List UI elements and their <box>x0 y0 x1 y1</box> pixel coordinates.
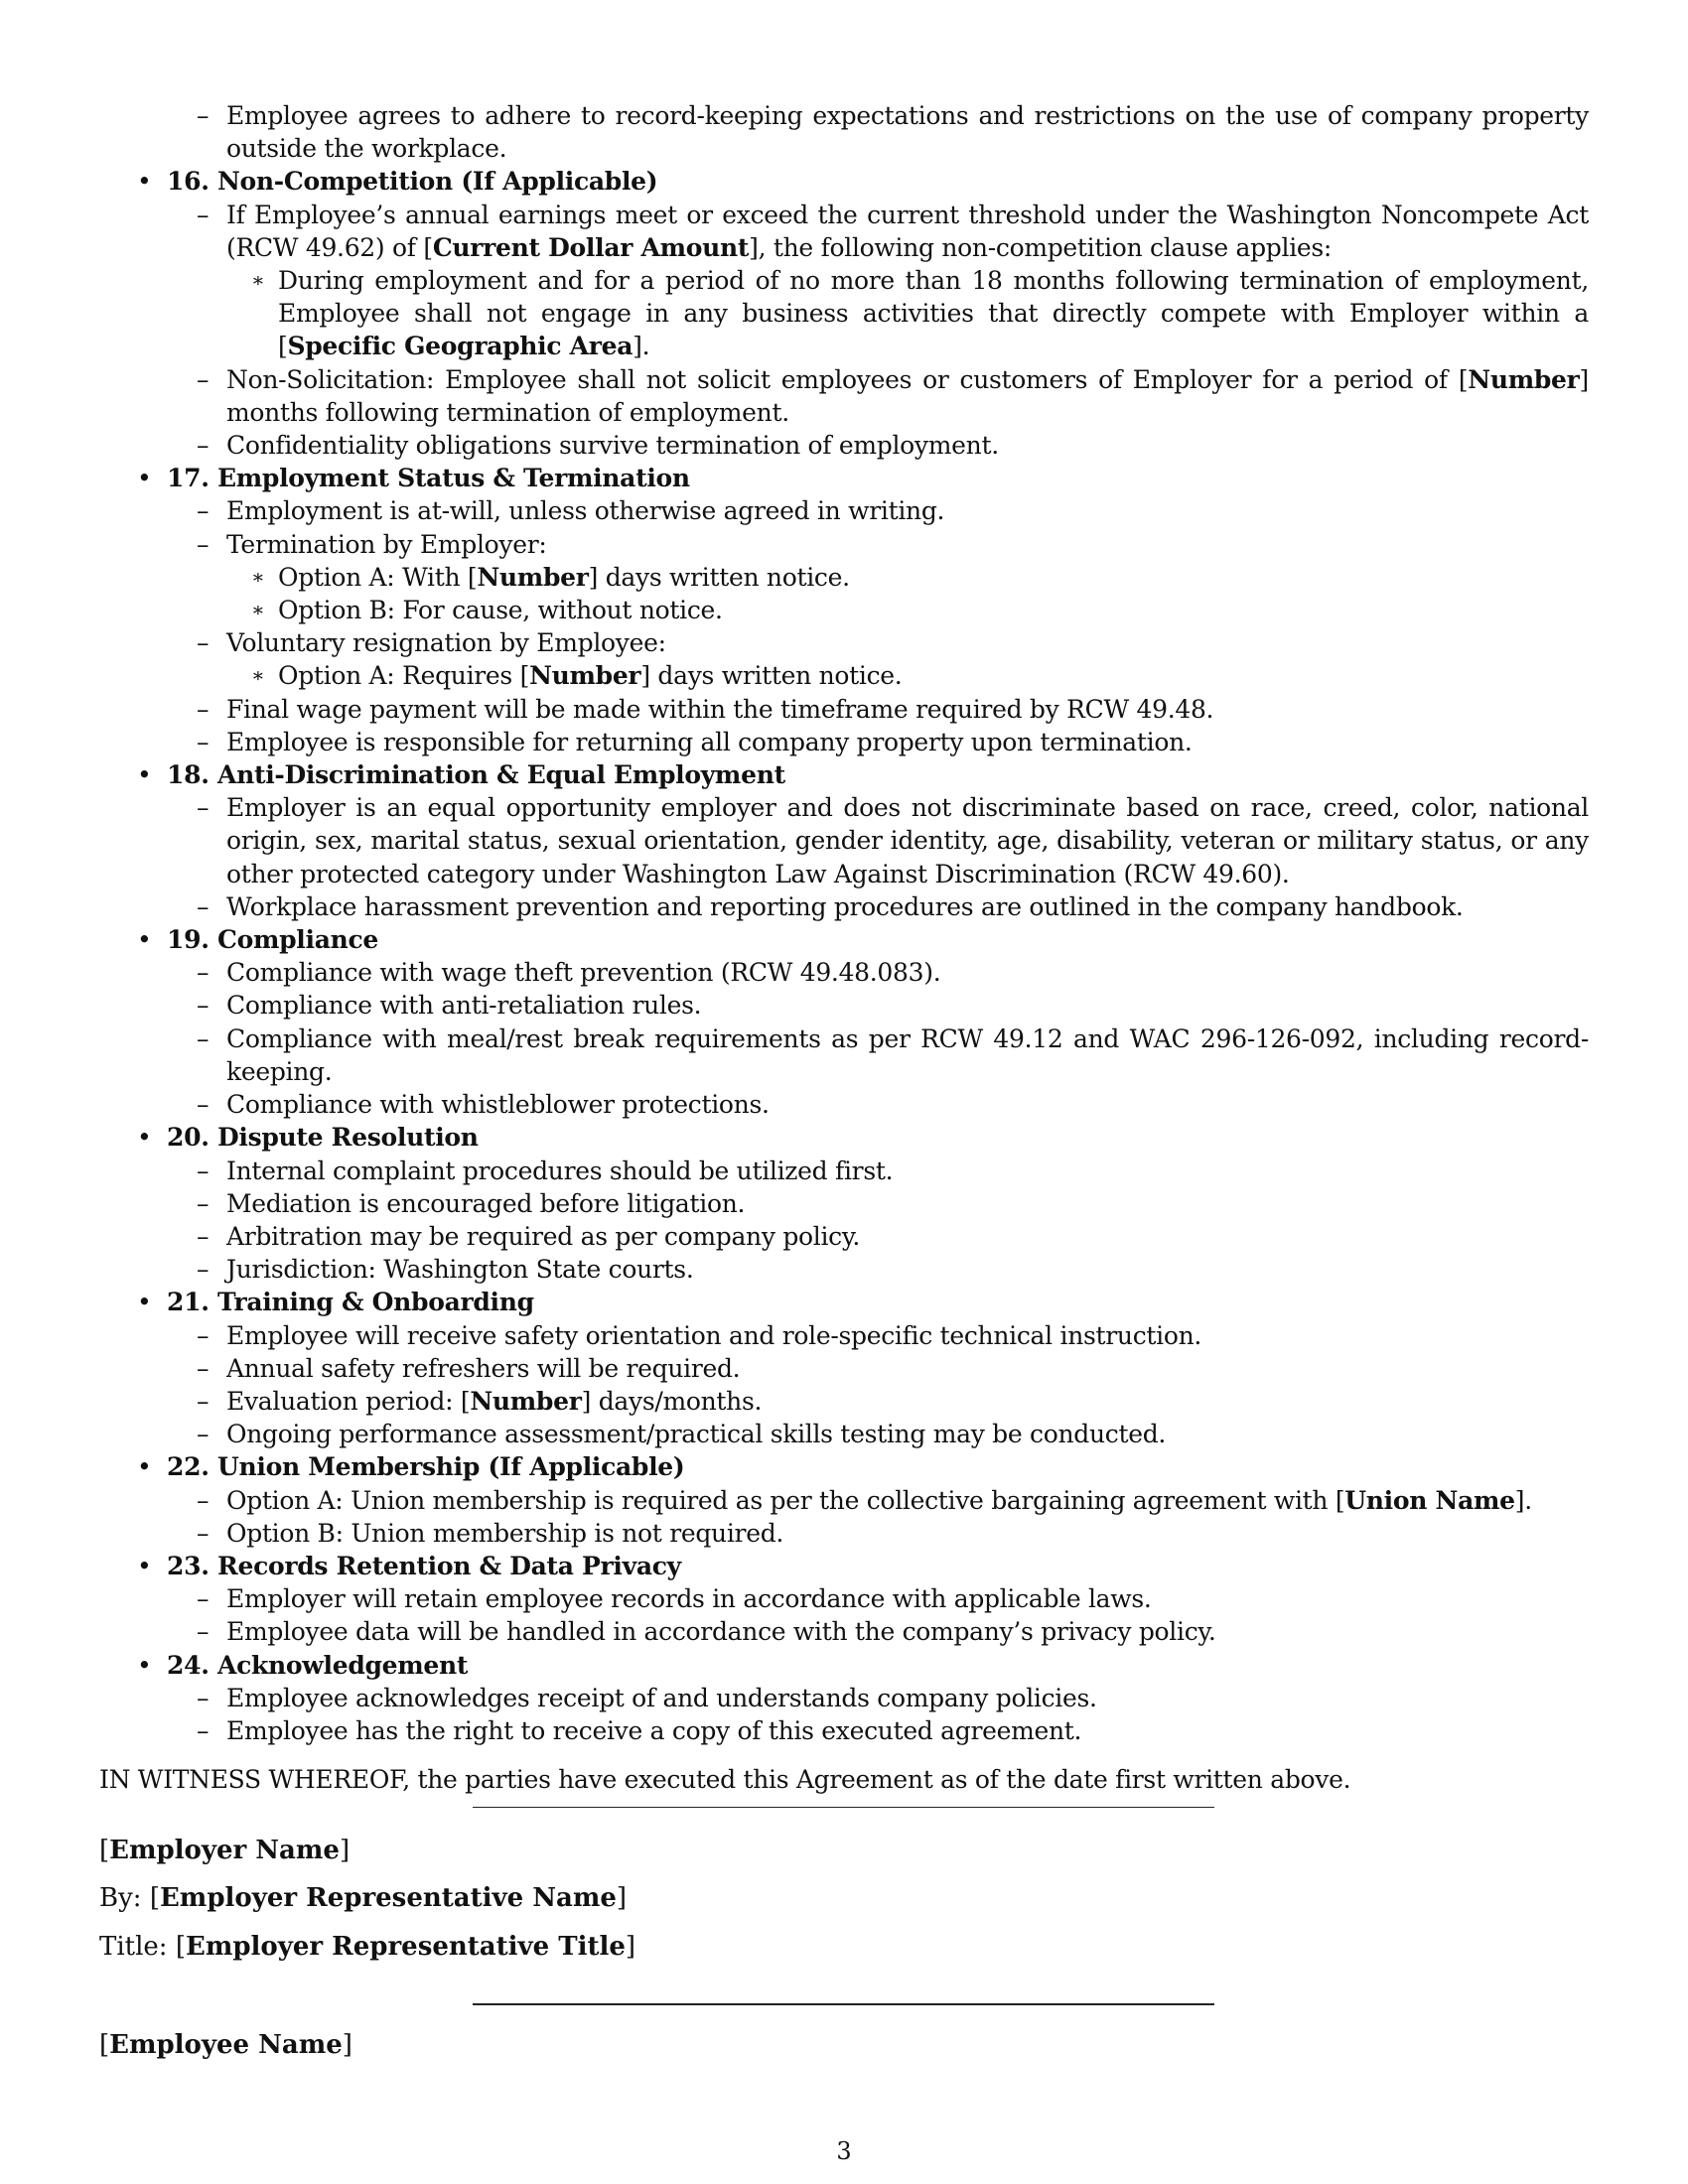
list-item: – Voluntary resignation by Employee: <box>197 628 666 658</box>
list-item: – Workplace harassment prevention and reporting procedures are outlined in the company handbook. <box>197 891 1464 921</box>
bullet-marker: • <box>137 167 152 197</box>
employer-representative-title: Title: [Employer Representative Title] <box>99 1932 636 1962</box>
list-item: – Jurisdiction: Washington State courts. <box>197 1255 694 1285</box>
list-item: – Confidentiality obligations survive termination of employment. <box>197 431 999 461</box>
list-item: – Employee data will be handled in accordance with the company’s privacy policy. <box>197 1617 1216 1647</box>
list-item: – Compliance with anti-retaliation rules. <box>197 991 702 1021</box>
sub-list-item: ∗ Option A: With [Number] days written notice. <box>251 562 850 592</box>
section-21-heading: • 21. Training & Onboarding <box>137 1288 534 1317</box>
employee-name: [Employee Name] <box>99 2030 352 2060</box>
section-18-heading: • 18. Anti-Discrimination & Equal Employment <box>137 760 785 790</box>
list-item: – Mediation is encouraged before litigation. <box>197 1188 746 1218</box>
agreement-body <box>99 99 1589 1796</box>
section-19-heading: • 19. Compliance <box>137 925 378 955</box>
list-item: – Final wage payment will be made within the timeframe required by RCW 49.48. <box>197 694 1214 724</box>
section-24-heading: • 24. Acknowledgement <box>137 1650 469 1680</box>
list-item: – Termination by Employer: <box>197 529 547 559</box>
section-23-heading: • 23. Records Retention & Data Privacy <box>137 1551 681 1580</box>
page-number: 3 <box>836 2137 852 2165</box>
employer-representative-name: By: [Employer Representative Name] <box>99 1883 628 1913</box>
sub-list-item: ∗ Option A: Requires [Number] days written notice. <box>251 661 903 691</box>
employer-name: [Employer Name] <box>99 1836 351 1865</box>
list-item: – Annual safety refreshers will be required. <box>197 1353 741 1383</box>
list-item: – Compliance with meal/rest break requirements as per RCW 49.12 and WAC 296-126-092, including record-keeping. <box>197 1024 1589 1086</box>
section-22-heading: • 22. Union Membership (If Applicable) <box>137 1452 685 1482</box>
list-item: – Employee will receive safety orientation and role-specific technical instruction. <box>197 1320 1202 1350</box>
section-20-heading: • 20. Dispute Resolution <box>137 1123 479 1153</box>
dash-marker: – <box>197 101 210 130</box>
list-item: – Employer will retain employee records in accordance with applicable laws. <box>197 1584 1152 1614</box>
witness-clause: IN WITNESS WHEREOF, the parties have executed this Agreement as of the date first written above. <box>99 1765 1351 1795</box>
list-item: – Employment is at-will, unless otherwise agreed in writing. <box>197 496 945 526</box>
list-item: – Ongoing performance assessment/practical skills testing may be conducted. <box>197 1420 1167 1449</box>
list-item: – Employer is an equal opportunity employer and does not discriminate based on race, creed, color, national origin, sex, marital status, sexual orientation, gender identity, age, disability, veteran or military status, or any other protected category under Washington Law Against Discrimination (RCW 49.60). <box>197 793 1589 888</box>
section-16-heading: • 16. Non-Competition (If Applicable) <box>99 165 1589 198</box>
list-item: – Non-Solicitation: Employee shall not solicit employees or customers of Employer for a period of [Number] months following termination of employment. <box>197 364 1589 427</box>
sub-list-item: ∗ Option B: For cause, without notice. <box>251 596 723 625</box>
employer-signature-line <box>473 1807 1214 1808</box>
list-item: – Option B: Union membership is not required. <box>197 1518 784 1548</box>
section-17-heading: • 17. Employment Status & Termination <box>137 464 690 493</box>
list-item: – Option A: Union membership is required as per the collective bargaining agreement with [Union Name]. <box>197 1485 1532 1515</box>
list-item: – Employee is responsible for returning all company property upon termination. <box>197 727 1193 756</box>
list-item: – Compliance with wage theft prevention (RCW 49.48.083). <box>197 958 941 988</box>
list-item: – Compliance with whistleblower protections. <box>197 1090 770 1120</box>
list-item: – Employee has the right to receive a copy of this executed agreement. <box>197 1715 1082 1745</box>
list-item: – If Employee’s annual earnings meet or exceed the current threshold under the Washington Noncompete Act (RCW 49.62) of [Current Dollar Amount], the following non-competition clause applies: <box>197 200 1589 262</box>
list-item: – Evaluation period: [Number] days/months. <box>197 1386 763 1416</box>
employee-signature-line <box>473 2003 1214 2005</box>
list-item: – Employee acknowledges receipt of and understands company policies. <box>197 1683 1097 1712</box>
list-item: – Arbitration may be required as per company policy. <box>197 1221 861 1251</box>
list-item: – Internal complaint procedures should be utilized first. <box>197 1156 894 1185</box>
sub-list-item: ∗ During employment and for a period of no more than 18 months following termination of employment, Employee shall not engage in any business activities that directly compete with Employer within a [Specific Geographic Area]. <box>251 266 1589 361</box>
list-item: – Employee agrees to adhere to record-keeping expectations and restrictions on the use of company property outside the workplace. <box>197 101 1589 164</box>
